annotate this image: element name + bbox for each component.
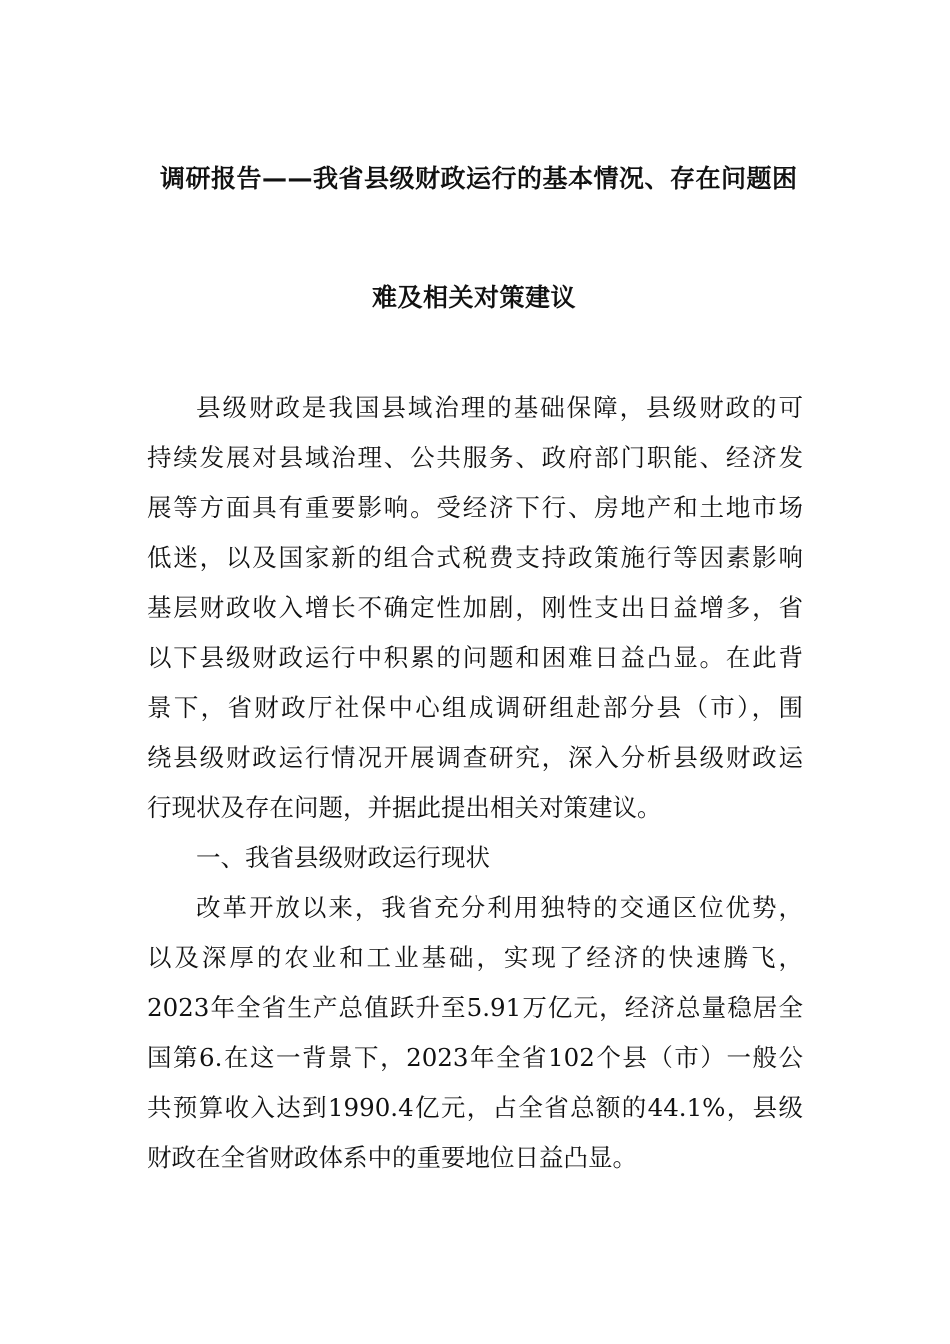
section-heading: 一、我省县级财政运行现状 [196, 843, 490, 872]
paragraph-1-line-5: 基层财政收入增长不确定性加剧，刚性支出日益增多，省 [147, 593, 803, 622]
paragraph-1-line-1: 县级财政是我国县域治理的基础保障，县级财政的可 [196, 393, 803, 422]
paragraph-1-line-6: 以下县级财政运行中积累的问题和困难日益凸显。在此背 [147, 643, 803, 672]
paragraph-1-line-7: 景下，省财政厅社保中心组成调研组赴部分县（市），围 [147, 693, 803, 722]
paragraph-2-line-5: 共预算收入达到1990.4亿元，占全省总额的44.1%，县级 [147, 1093, 803, 1122]
document-title-line-2: 难及相关对策建议 [372, 283, 577, 312]
document-title-line-1: 调研报告——我省县级财政运行的基本情况、存在问题困 [160, 164, 798, 193]
paragraph-2-line-3: 2023年全省生产总值跃升至5.91万亿元，经济总量稳居全 [147, 993, 803, 1022]
paragraph-2-line-2: 以及深厚的农业和工业基础，实现了经济的快速腾飞， [147, 943, 803, 972]
paragraph-1-line-2: 持续发展对县域治理、公共服务、政府部门职能、经济发 [147, 443, 803, 472]
paragraph-1-line-3: 展等方面具有重要影响。受经济下行、房地产和土地市场 [147, 493, 803, 522]
paragraph-1-line-9: 行现状及存在问题，并据此提出相关对策建议。 [147, 793, 662, 822]
paragraph-2-line-1: 改革开放以来，我省充分利用独特的交通区位优势， [196, 893, 803, 922]
paragraph-2-line-4: 国第6.在这一背景下，2023年全省102个县（市）一般公 [147, 1043, 803, 1072]
paragraph-1-line-8: 绕县级财政运行情况开展调查研究，深入分析县级财政运 [147, 743, 803, 772]
paragraph-1-line-4: 低迷，以及国家新的组合式税费支持政策施行等因素影响 [147, 543, 803, 572]
paragraph-2-line-6: 财政在全省财政体系中的重要地位日益凸显。 [147, 1143, 637, 1172]
